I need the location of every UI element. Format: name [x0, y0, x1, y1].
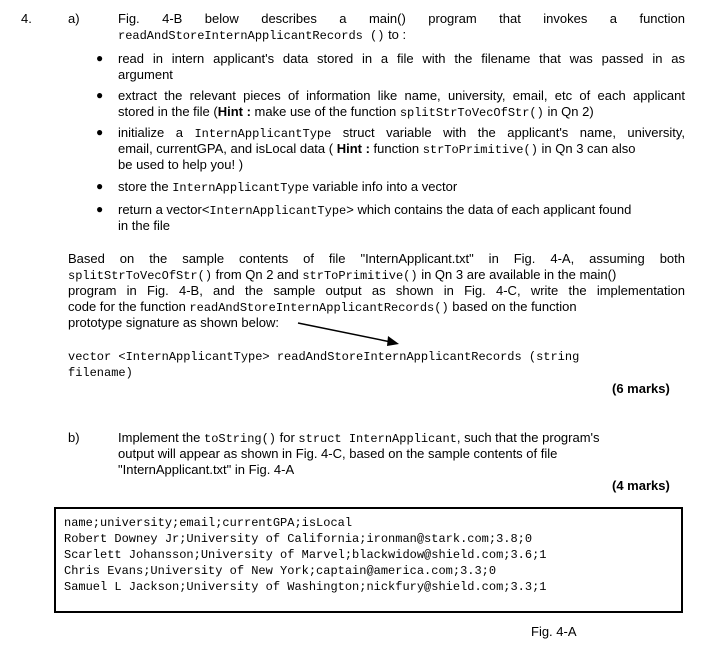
text-segment: in Qn 3 can also — [537, 141, 636, 156]
text-segment: based on the function — [448, 299, 577, 314]
bullet-3-line-1 — [118, 125, 685, 142]
bullet-3-line-3: be used to help you! ) — [118, 157, 244, 172]
code-segment: strToPrimitive() — [422, 143, 538, 157]
part-b-label: b) — [68, 430, 80, 445]
text-segment: stored in the file ( — [118, 104, 218, 119]
code-segment: toString() — [204, 432, 277, 446]
code-segment: InternApplicantType — [209, 204, 347, 218]
file-line: Robert Downey Jr;University of California;ironman@stark.com;3.8;0 — [64, 532, 533, 546]
para-line-4 — [68, 299, 577, 316]
para-line-1: Based on the sample contents of file "InternApplicant.txt" in Fig. 4-A, assuming both — [68, 251, 685, 266]
function-name-code: readAndStoreInternApplicantRecords () — [118, 29, 385, 43]
file-contents-box — [54, 507, 683, 613]
code-segment: strToPrimitive() — [302, 269, 418, 283]
bullet-icon: ● — [96, 179, 104, 193]
text-segment: in Qn 3 are available in the main() — [417, 267, 617, 282]
code-segment: splitStrToVecOfStr() — [68, 269, 213, 283]
text-segment: store the — [118, 179, 173, 194]
text-segment: Implement the — [118, 430, 204, 445]
bullet-4-line-1 — [118, 179, 457, 196]
question-number: 4. — [21, 11, 32, 26]
bullet-5-line-2: in the file — [118, 218, 171, 233]
part-b-marks: (4 marks) — [612, 478, 670, 493]
hint-label: Hint : — [336, 141, 370, 156]
part-a-intro-line-1: Fig. 4-B below describes a main() program that invokes a function — [118, 11, 685, 26]
text-segment: email, currentGPA, and isLocal data ( — [118, 141, 337, 156]
text-segment: initialize a — [118, 125, 195, 140]
function-signature-line-2: filename) — [68, 366, 133, 380]
bullet-icon: ● — [96, 125, 104, 139]
bullet-icon: ● — [96, 88, 104, 102]
file-line: Samuel L Jackson;University of Washington;nickfury@shield.com;3.3;1 — [64, 580, 547, 594]
pointer-arrow-icon — [295, 318, 405, 348]
text-segment: variable info into a vector — [309, 179, 458, 194]
text-segment: from Qn 2 and — [212, 267, 303, 282]
bullet-1-line-2: argument — [118, 67, 173, 82]
part-b-line-3: "InternApplicant.txt" in Fig. 4-A — [118, 462, 295, 477]
file-line: name;university;email;currentGPA;isLocal — [64, 516, 353, 530]
bullet-icon: ● — [96, 51, 104, 65]
code-segment: InternApplicantType — [194, 127, 332, 141]
text-segment: function — [369, 141, 423, 156]
function-signature-line-1: vector <InternApplicantType> readAndStoreInternApplicantRecords (string — [68, 350, 580, 364]
code-segment: struct InternApplicant — [298, 432, 457, 446]
text-segment: > which contains the data of each applicant found — [346, 202, 632, 217]
part-a-marks: (6 marks) — [612, 381, 670, 396]
bullet-3-line-2 — [118, 141, 685, 158]
part-a-label: a) — [68, 11, 80, 26]
file-line: Scarlett Johansson;University of Marvel;blackwidow@shield.com;3.6;1 — [64, 548, 547, 562]
part-b-line-2: output will appear as shown in Fig. 4-C, based on the sample contents of file — [118, 446, 558, 461]
bullet-5-line-1 — [118, 202, 631, 219]
text-segment: return a vector< — [118, 202, 210, 217]
text-segment: make use of the function — [250, 104, 400, 119]
bullet-icon: ● — [96, 202, 104, 216]
text-segment: struct variable with the applicant's name, university, — [331, 125, 685, 140]
text-segment: in Qn 2) — [543, 104, 594, 119]
code-segment: InternApplicantType — [172, 181, 310, 195]
hint-label: Hint : — [217, 104, 251, 119]
part-a-intro-line-2 — [118, 27, 406, 44]
bullet-2-line-1: extract the relevant pieces of information like name, university, email, etc of each applicant — [118, 88, 685, 103]
para-line-2 — [68, 267, 616, 284]
file-line: Chris Evans;University of New York;captain@america.com;3.3;0 — [64, 564, 497, 578]
para-line-5: prototype signature as shown below: — [68, 315, 280, 330]
text-segment: code for the function — [68, 299, 190, 314]
part-b-line-1 — [118, 430, 600, 447]
figure-caption: Fig. 4-A — [531, 624, 577, 639]
bullet-1-line-1: read in intern applicant's data stored in a file with the filename that was passed in as — [118, 51, 685, 66]
code-segment: splitStrToVecOfStr() — [399, 106, 544, 120]
code-segment: readAndStoreInternApplicantRecords() — [189, 301, 449, 315]
para-line-3: program in Fig. 4-B, and the sample output as shown in Fig. 4-C, write the implementation — [68, 283, 685, 298]
text-segment: , such that the program's — [456, 430, 600, 445]
intro-suffix: to : — [384, 27, 407, 42]
text-segment: for — [276, 430, 299, 445]
bullet-2-line-2 — [118, 104, 594, 121]
